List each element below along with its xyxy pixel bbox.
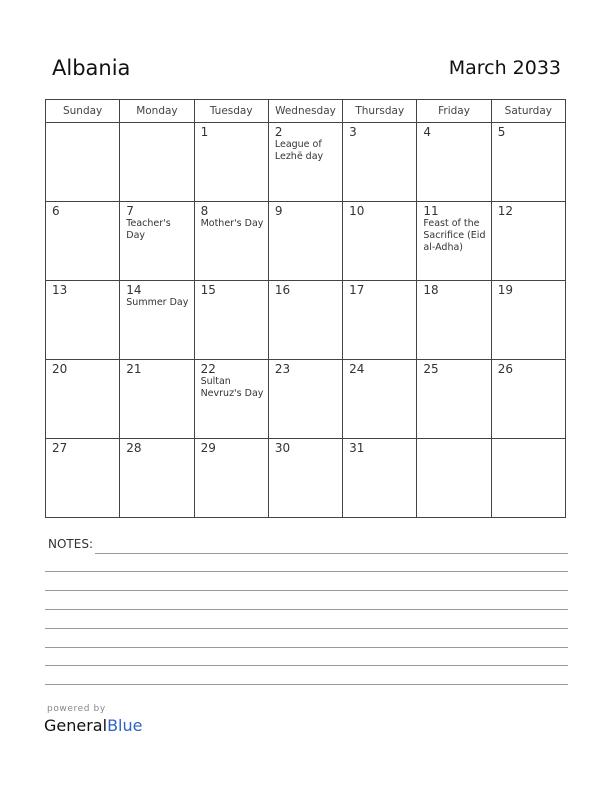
day-cell: [343, 281, 417, 360]
note-line: [45, 628, 568, 629]
day-cell: [491, 439, 565, 518]
day-cell: [46, 123, 120, 202]
week-row: [46, 123, 566, 202]
day-number: 12: [497, 204, 513, 218]
day-cell: [268, 360, 342, 439]
weekday-header: Saturday: [491, 100, 565, 123]
week-row: [46, 202, 566, 281]
weekday-header: Thursday: [343, 100, 417, 123]
day-cell: [343, 123, 417, 202]
day-cell: [46, 202, 120, 281]
calendar-grid: [45, 99, 566, 518]
day-number: 22: [200, 362, 216, 376]
note-line: [45, 684, 568, 685]
day-number: 9: [274, 204, 283, 218]
holiday-label: League of Lezhë day: [274, 139, 324, 162]
day-cell: [46, 360, 120, 439]
week-row: [46, 360, 566, 439]
day-number: 19: [497, 283, 513, 297]
holiday-label: Sultan Nevruz's Day: [200, 376, 264, 399]
day-cell: [268, 202, 342, 281]
weekday-header: Tuesday: [194, 100, 268, 123]
day-cell: [120, 360, 194, 439]
day-cell: [194, 123, 268, 202]
note-line: [95, 553, 568, 554]
day-number: 27: [52, 441, 68, 455]
day-cell: [268, 281, 342, 360]
day-cell: [120, 202, 194, 281]
powered-by-text: powered by: [47, 704, 106, 714]
day-cell: [417, 123, 491, 202]
day-number: 4: [423, 125, 432, 139]
day-cell: [194, 439, 268, 518]
day-number: 8: [200, 204, 209, 218]
brand-logo: [44, 716, 142, 735]
brand-general: General: [44, 716, 108, 735]
holiday-label: Feast of the Sacrifice (Eid al-Adha): [423, 218, 486, 253]
month-title: March 2033: [448, 57, 561, 79]
day-cell: [120, 281, 194, 360]
day-number: 21: [126, 362, 142, 376]
weekday-header: Friday: [417, 100, 491, 123]
weekday-header: Sunday: [46, 100, 120, 123]
week-row: [46, 439, 566, 518]
note-line: [45, 571, 568, 572]
weekday-header: Monday: [120, 100, 194, 123]
day-cell: [194, 202, 268, 281]
day-cell: [46, 439, 120, 518]
day-number: 3: [349, 125, 357, 139]
day-cell: [120, 123, 194, 202]
day-cell: [491, 360, 565, 439]
day-cell: [343, 360, 417, 439]
weekday-header: Wednesday: [268, 100, 342, 123]
weekday-header-row: [46, 100, 566, 123]
day-number: 20: [52, 362, 68, 376]
note-line: [45, 609, 568, 610]
day-cell: [194, 281, 268, 360]
day-number: 29: [200, 441, 216, 455]
day-number: 18: [423, 283, 439, 297]
holiday-label: Mother's Day: [200, 218, 264, 229]
day-number: 17: [349, 283, 365, 297]
day-number: 11: [423, 204, 439, 218]
day-cell: [343, 202, 417, 281]
day-cell: [46, 281, 120, 360]
day-number: 2: [274, 125, 283, 139]
brand-blue: Blue: [107, 716, 143, 735]
day-number: 14: [126, 283, 142, 297]
day-cell: [417, 360, 491, 439]
day-cell: [491, 281, 565, 360]
day-cell: [417, 439, 491, 518]
day-cell: [417, 281, 491, 360]
holiday-label: Teacher's Day: [126, 218, 171, 241]
day-cell: [194, 360, 268, 439]
day-number: 6: [52, 204, 60, 218]
day-cell: [268, 439, 342, 518]
day-cell: [268, 123, 342, 202]
day-number: 13: [52, 283, 68, 297]
note-line: [45, 665, 568, 666]
day-number: 23: [274, 362, 291, 376]
day-number: 1: [200, 125, 209, 139]
day-number: 24: [349, 362, 365, 376]
day-number: 28: [126, 441, 142, 455]
country-title: Albania: [52, 56, 131, 80]
day-cell: [491, 123, 565, 202]
day-number: 26: [497, 362, 513, 376]
note-line: [45, 590, 568, 591]
notes-label: NOTES:: [48, 537, 93, 551]
day-number: 5: [497, 125, 506, 139]
day-number: 25: [423, 362, 439, 376]
day-cell: [120, 439, 194, 518]
day-number: 16: [274, 283, 291, 297]
note-line: [45, 647, 568, 648]
holiday-label: Summer Day: [126, 297, 189, 308]
week-row: [46, 281, 566, 360]
day-number: 31: [349, 441, 365, 455]
day-number: 15: [200, 283, 216, 297]
day-cell: [343, 439, 417, 518]
day-number: 30: [274, 441, 291, 455]
day-cell: [417, 202, 491, 281]
day-number: 10: [349, 204, 365, 218]
day-number: 7: [126, 204, 134, 218]
day-cell: [491, 202, 565, 281]
